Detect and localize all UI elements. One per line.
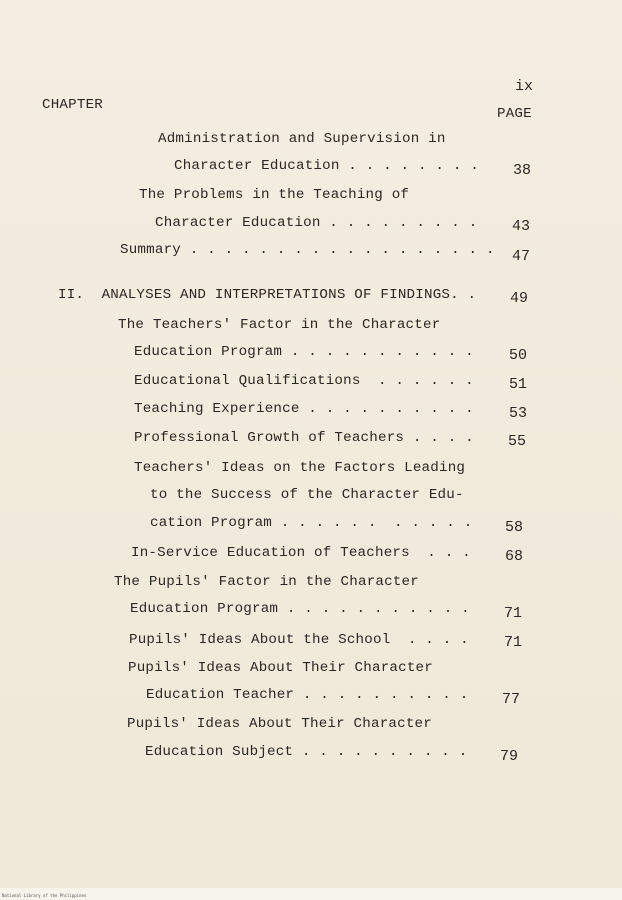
toc-entry: Education Program . . . . . . . . . . . [134, 344, 474, 360]
toc-chapter-entry: II. ANALYSES AND INTERPRETATIONS OF FINDINGS. . [58, 287, 477, 303]
toc-page: 68 [505, 548, 524, 565]
toc-entry: Professional Growth of Teachers . . . . [134, 430, 474, 446]
toc-entry: The Problems in the Teaching of [139, 187, 410, 203]
toc-page: 55 [508, 433, 527, 450]
scan-footer-text: National Library of the Philippines [2, 893, 87, 898]
page-heading: PAGE [497, 106, 532, 122]
toc-page: 43 [512, 218, 531, 235]
toc-entry: Pupils' Ideas About the School . . . . [129, 632, 469, 648]
toc-entry: Summary . . . . . . . . . . . . . . . . . . [120, 242, 495, 258]
toc-page: 47 [512, 248, 531, 265]
toc-page: 77 [502, 691, 521, 708]
toc-page: 38 [513, 162, 532, 179]
toc-page: 79 [500, 748, 519, 765]
toc-entry: to the Success of the Character Edu- [150, 487, 464, 503]
toc-page: 51 [509, 376, 528, 393]
toc-page: 49 [510, 290, 529, 307]
toc-entry: Pupils' Ideas About Their Character [128, 660, 433, 676]
toc-entry: Character Education . . . . . . . . [174, 158, 479, 174]
toc-entry: Education Program . . . . . . . . . . . [130, 601, 470, 617]
toc-entry: Educational Qualifications . . . . . . [134, 373, 474, 389]
toc-page: 50 [509, 347, 528, 364]
toc-page: 58 [505, 519, 524, 536]
toc-entry: The Pupils' Factor in the Character [114, 574, 419, 590]
toc-entry: Pupils' Ideas About Their Character [127, 716, 432, 732]
toc-entry: In-Service Education of Teachers . . . [131, 545, 471, 561]
toc-entry: Teachers' Ideas on the Factors Leading [134, 460, 466, 476]
toc-entry: Character Education . . . . . . . . . [155, 215, 478, 231]
toc-entry: The Teachers' Factor in the Character [118, 317, 441, 333]
chapter-heading: CHAPTER [42, 97, 103, 113]
toc-entry: Administration and Supervision in [158, 131, 446, 147]
toc-page: 53 [509, 405, 528, 422]
scan-footer-strip [0, 888, 622, 900]
toc-entry: Education Subject . . . . . . . . . . [145, 744, 468, 760]
toc-page: 71 [504, 634, 523, 651]
toc-entry: cation Program . . . . . . . . . . . [150, 515, 473, 531]
page-number: ix [515, 78, 534, 95]
toc-entry: Education Teacher . . . . . . . . . . [146, 687, 469, 703]
toc-page: 71 [504, 605, 523, 622]
toc-entry: Teaching Experience . . . . . . . . . . [134, 401, 474, 417]
